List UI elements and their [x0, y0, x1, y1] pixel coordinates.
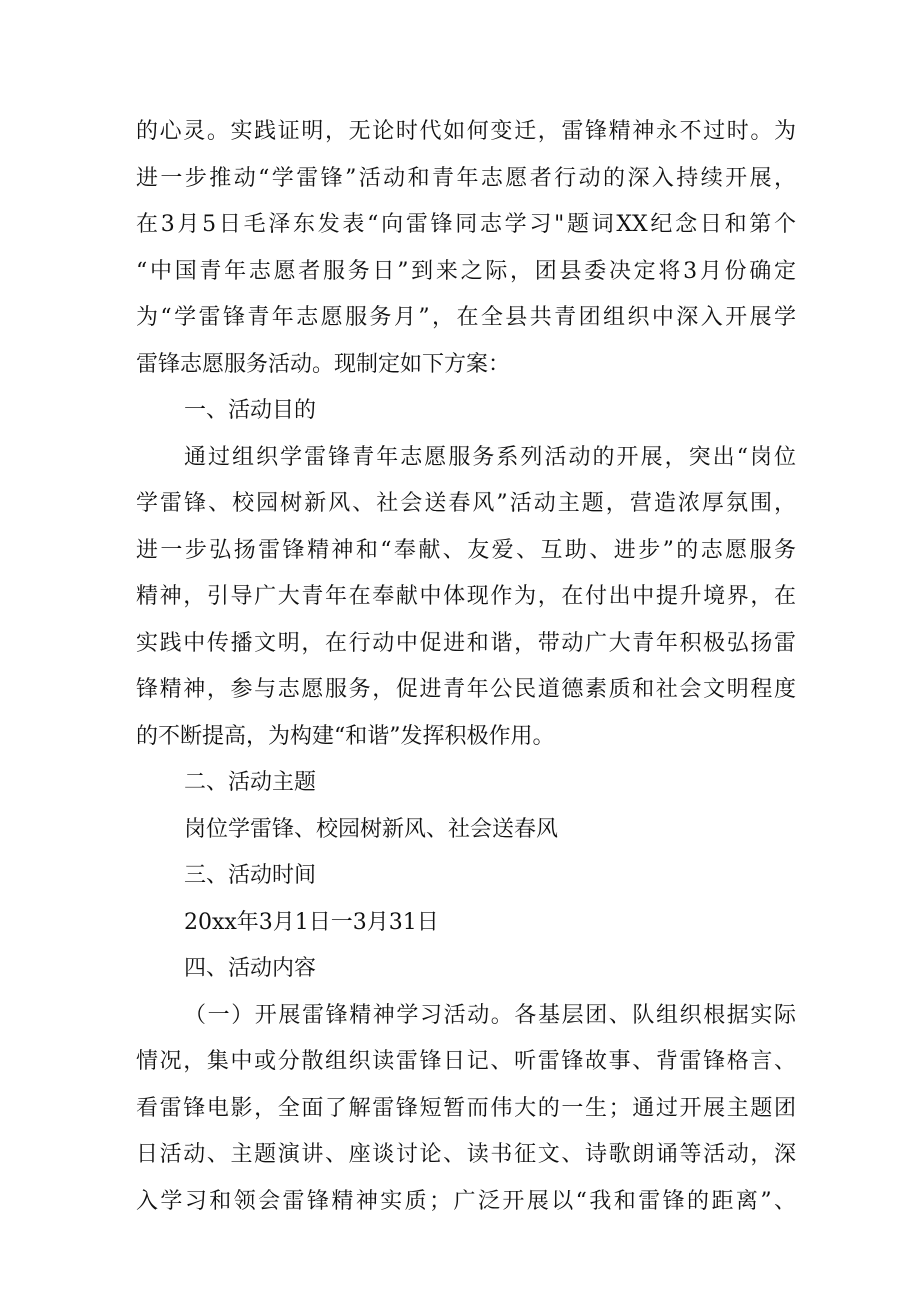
body-text-line: 看雷锋电影，全面了解雷锋短暂而伟大的一生；通过开展主题团	[136, 1096, 796, 1121]
body-text-line: 入学习和领会雷锋精神实质；广泛开展以“我和雷锋的距离”、	[136, 1189, 796, 1214]
body-text-line: 学雷锋、校园树新风、社会送春风”活动主题，营造浓厚氛围，	[136, 491, 796, 516]
body-text-line: “中国青年志愿者服务日”到来之际，团县委决定将3月份确定	[136, 259, 796, 284]
body-text-line: 通过组织学雷锋青年志愿服务系列活动的开展，突出“岗位	[184, 445, 796, 470]
section-heading: 四、活动内容	[184, 956, 317, 981]
body-text-line: 的不断提高，为构建“和谐”发挥积极作用。	[136, 724, 555, 749]
body-text-line: 的心灵。实践证明，无论时代如何变迁，雷锋精神永不过时。为	[136, 119, 796, 144]
body-text-line: （一）开展雷锋精神学习活动。各基层团、队组织根据实际	[184, 1003, 796, 1028]
section-heading: 一、活动目的	[184, 398, 317, 423]
section-heading: 二、活动主题	[184, 770, 317, 795]
body-text-line: 锋精神，参与志愿服务，促进青年公民道德素质和社会文明程度	[136, 677, 796, 702]
body-text-line: 为“学雷锋青年志愿服务月”，在全县共青团组织中深入开展学	[136, 305, 796, 330]
activity-time-text: 20xx年3月1日一3月31日	[184, 910, 439, 935]
body-text-line: 雷锋志愿服务活动。现制定如下方案：	[136, 352, 511, 377]
body-text-line: 进一步推动“学雷锋”活动和青年志愿者行动的深入持续开展，	[136, 166, 796, 191]
activity-theme-text: 岗位学雷锋、校园树新风、社会送春风	[184, 817, 559, 842]
body-text-line: 进一步弘扬雷锋精神和“奉献、友爱、互助、进步”的志愿服务	[136, 538, 796, 563]
body-text-line: 精神，引导广大青年在奉献中体现作为，在付出中提升境界，在	[136, 584, 796, 609]
body-text-line: 实践中传播文明，在行动中促进和谐，带动广大青年积极弘扬雷	[136, 631, 796, 656]
body-text-line: 日活动、主题演讲、座谈讨论、读书征文、诗歌朗诵等活动，深	[136, 1142, 796, 1167]
body-text-line: 在3月5日毛泽东发表“向雷锋同志学习"题词XX纪念日和第个	[136, 212, 796, 237]
body-text-line: 情况，集中或分散组织读雷锋日记、听雷锋故事、背雷锋格言、	[136, 1049, 796, 1074]
section-heading: 三、活动时间	[184, 863, 317, 888]
